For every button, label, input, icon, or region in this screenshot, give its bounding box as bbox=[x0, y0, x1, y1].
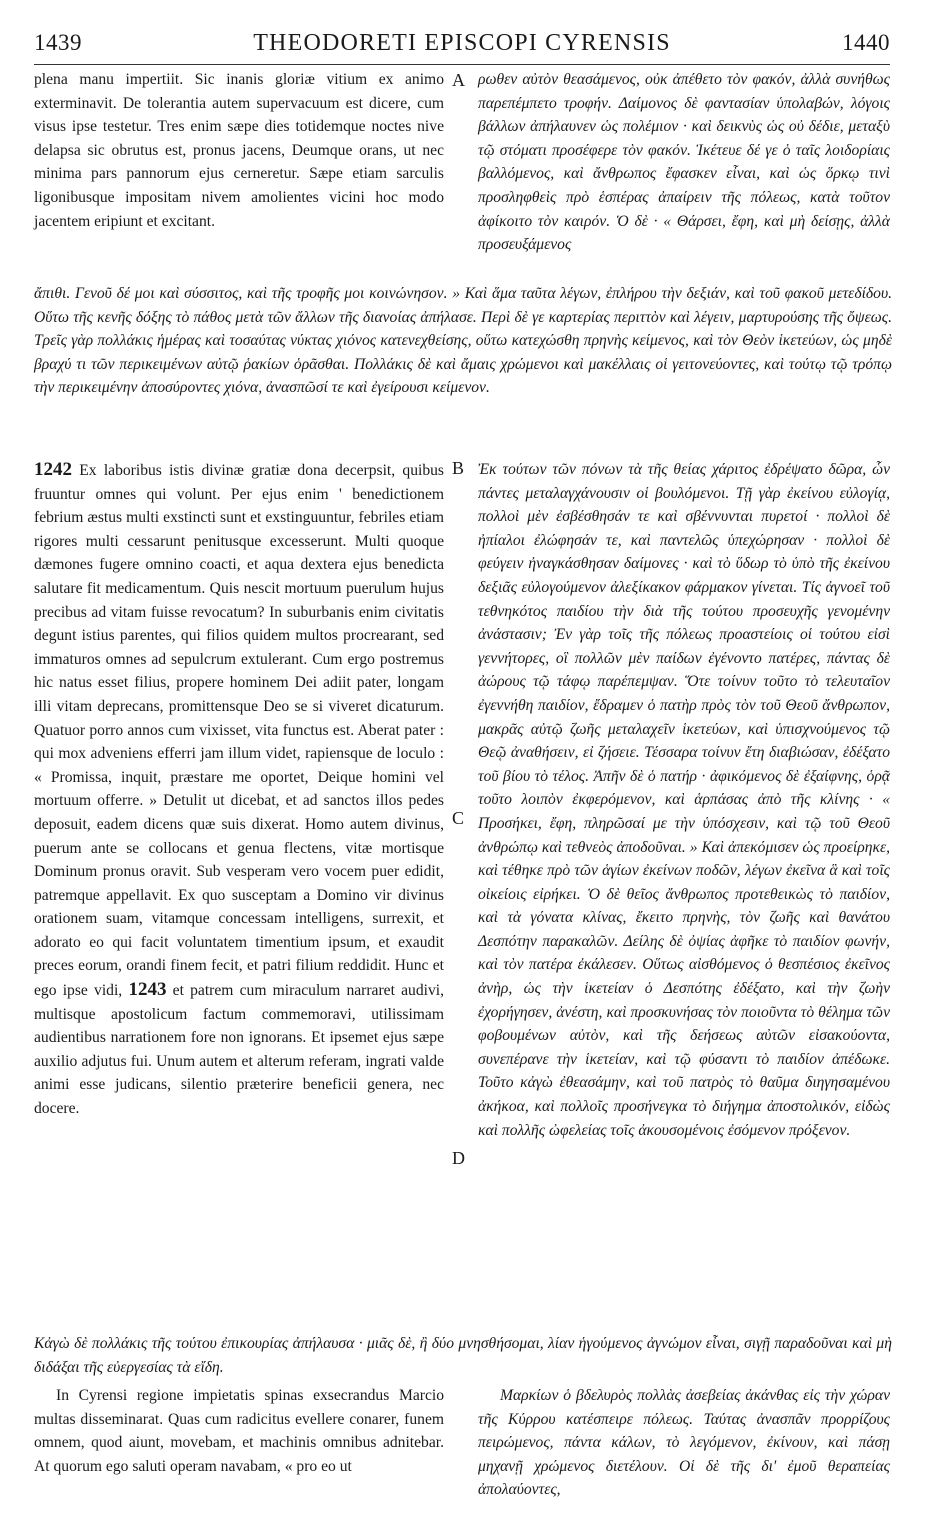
latin-paragraph bbox=[34, 458, 444, 1121]
latin-column-block-1 bbox=[34, 68, 444, 233]
margin-marker-c: C bbox=[452, 808, 465, 828]
latin-column-block-2 bbox=[34, 458, 444, 1121]
latin-column-block-3 bbox=[34, 1384, 444, 1478]
greek-paragraph: Ἐκ τούτων τῶν πόνων τὰ τῆς θείας χάριτος ἐδρέψατο δῶρα, ὧν πάντες μεταλαγχάνουσιν οἱ βουλόμενοι. Τῇ γὰρ ἐκείνου εὐλογίᾳ, πολλοὶ μὲν ἐσβέσθησάν τε καὶ σβέννυνται πυρετοί · πολλοὶ δὲ ἠπίαλοι ἐλώφησάν τε, καὶ παντελῶς ὑπεχώρησαν · πολλοὶ δὲ φεύγειν ἠναγκάσθησαν δαίμονες · καὶ τὸ ὕδωρ τὸ ὑπὸ τῆς ἐκείνου δεξιᾶς εὐλογούμενον ἀλεξίκακον φάρμακον γίνεται. Τίς ἀγνοεῖ τοῦ τεθνηκότος παιδίου τὴν διὰ τῆς τούτου προσευχῆς γενομένην ἀνάστασιν; Ἐν γὰρ τοῖς τῆς πόλεως προαστείοις οἱ τούτου εἰσὶ γεννήτορες, οἳ πολλῶν μὲν παίδων ἐγένοντο πατέρες, πάντας δὲ ἀώρους τῷ τάφῳ παρέπεμψαν. Ὅτε τοίνυν τοῦτο τὸ τελευταῖον ἐγεννήθη παιδίον, ἔδραμεν ὁ πατὴρ πρὸς τὸν τοῦ Θεοῦ ἄνθρωπον, μακρᾶς αὐτῷ ζωῆς μεταλαχεῖν ἱκετεύων, καὶ ὑπισχνούμενος τῷ Θεῷ ἀναθήσειν, εἰ ζήσειε. Τέσσαρα τοίνυν ἔτη διαβιώσαν, ἐδέξατο τοῦ βίου τὸ τέλος. Ἀπῆν δὲ ὁ πατήρ · ἀφικόμενος δὲ ἐξαίφνης, ὁρᾷ τοῦτο λοιπὸν ἐκφερόμενον, καὶ ἁρπάσας ἀπὸ τῆς κλίνης · « Προσήκει, ἔφη, πληρῶσαί με τὴν ὑπόσχεσιν, καὶ τῷ τοῦ Θεοῦ ἀνθρώπῳ καὶ τεθνεὸς ἀποδοῦναι. » Καὶ ἀπεκόμισεν ὡς προείρηκε, καὶ τέθηκε πρὸ τῶν ἁγίων ἐκείνων ποδῶν, λέγων ἐκεῖνα ἃ καὶ τοῖς οἰκείοις εἰρήκει. Ὁ δὲ θεῖος ἄνθρωπος προτεθεικὼς τὸ παιδίον, καὶ τὰ γόνατα κλίνας, ἔκειτο πρηνὴς, τὸν ζωῆς καὶ θανάτου Δεσπότην παρακαλῶν. Δείλης δὲ ὀψίας ἀφῆκε τὸ παιδίον φωνήν, καὶ τὸν πατέρα ἐκάλεσεν. Οὕτως αἰσθόμενος ὁ θεσπέσιος ἐκεῖνος ἀνὴρ, ὡς τὴν ἱκετείαν ὁ Δεσπότης ἐδέξατο, καὶ τὴν ζωὴν ἐχορήγησεν, ἀνέστη, καὶ προσκυνήσας τὸν ποιοῦντα τὸ θέλημα τῶν φοβουμένων αὐτὸν, καὶ τῆς δεήσεως αὐτῶν εἰσακούοντα, συνεπέρανε τὴν ἱκετείαν, καὶ τῷ φύσαντι τὸ παιδίον ἀπέδωκε. Τοῦτο κἀγὼ ἐθεασάμην, καὶ τοῦ πατρὸς τὸ θαῦμα διηγησαμένου ἀκήκοα, καὶ πολλοῖς προσήνεγκα τὸ διήγημα ἀποστολικόν, εἰδὼς καὶ πολλῆς ὠφελείας τοῖς ἀκουσομένοις ἐσόμενον πρόξενον. bbox=[478, 461, 890, 1139]
page-number-left: 1439 bbox=[34, 30, 82, 55]
greek-column-block-2 bbox=[478, 458, 890, 1142]
running-header bbox=[34, 30, 890, 65]
latin-text-continued: et patrem cum miraculum narraret audivi, multisque apostolicum factum commemoravi, utilissimam audientibus narrationem fore non ignorans. Et ipsemet ejus sæpe auxilio adjutus fui. Unum autem et alterum referam, ingrati valde animi esse judicans, silentio præterire beneficii genera, nec docere. bbox=[34, 982, 444, 1118]
running-title: THEODORETI EPISCOPI CYRENSIS bbox=[253, 30, 671, 56]
greek-paragraph: Μαρκίων ὁ βδελυρὸς πολλὰς ἀσεβείας ἀκάνθας εἰς τὴν χώραν τῆς Κύρρου κατέσπειρε πόλεως. Ταύτας ἀνασπᾶν προρρίζους πειρώμενος, πάντα κάλων, τὸ λεγόμενον, ἐκίνουν, καὶ πάσῃ μηχανῇ χρώμενος διετέλουν. Οἱ δὲ τῆς δι' ἐμοῦ θεραπείας ἀπολαύοντες, bbox=[478, 1387, 890, 1499]
page-number-right: 1440 bbox=[842, 30, 890, 55]
latin-text: Ex laboribus istis divinæ gratiæ dona decerpsit, quibus fruuntur omnes qui volunt. Per ejus enim ' benedictionem febrium æstus multi exstincti sunt et exstinguuntur, febriles etiam rigores multi cessarunt penitusque excesserunt. Multi quoque dæmones fugere omnino coacti, et aqua dextera ejus benedicta salutare fit medicamentum. Quis nescit mortuum puerulum hujus precibus ad vitam fuisse revocatum? In suburbanis enim civitatis degunt istius parentes, qui filios quidem multos procrearant, sed immaturos omnes ad sepulcrum extulerant. Cum ergo postremus hic natus esset filius, propere hominem Dei adiit pater, longam illi vitam deprecans, promittensque Deo se si viveret dicaturum. Quatuor porro annos cum vixisset, vita functus est. Aberat pater : qui mox adveniens efferri jam illum videt, rapiensque de loculo : « Promissa, inquit, præstare me oportet, Deique homini vel mortuum offerre. » Detulit ut dicebat, et ad sanctos illos pedes deposuit, eadem dicens quæ suis dixerat. Homo autem divinus, puerum ante se collocans et genua flectens, vitæ mortisque Dominum pronus oravit. Sub vesperam vero vocem puer edidit, patremque appellavit. Ex quo susceptam a Domino vir divinus orationem suam, vitamque concessam intelligens, surrexit, et adorato eo qui facit voluntatem timentium ipsum, et exaudit preces eorum, orandi finem fecit, et patri filium reddidit. Hunc et ego ipse vidi, bbox=[34, 462, 444, 1000]
latin-paragraph: In Cyrensi regione impietatis spinas exsecrandus Marcio multas disseminarat. Quas cum radicitus evellere conarer, funem omnem, quod aiunt, movebam, et machinis omnibus adnitebar. At quorum ego saluti operam navabam, « pro eo ut bbox=[34, 1387, 444, 1475]
margin-marker-d: D bbox=[452, 1148, 465, 1168]
greek-column-block-1 bbox=[478, 68, 890, 257]
latin-paragraph: plena manu impertiit. Sic inanis gloriæ vitium ex animo exterminavit. De tolerantia autem supervacuum est dicere, cum visus ipse testetur. Tres enim sæpe dies totidemque noctes nive delapsa sic obrutus est, pronus jacens, Deumque orans, ut nec minima pars pannorum ejus cerneretur. Sæpe etiam sarculis ligonibusque impositam nivem amolientes vicini hoc modo jacentem eripiunt et excitant. bbox=[34, 71, 444, 230]
greek-fullwidth-block-1: ἄπιθι. Γενοῦ δέ μοι καὶ σύσσιτος, καὶ τῆς τροφῆς μοι κοινώνησον. » Καὶ ἅμα ταῦτα λέγων, ἐπλήρου τὴν δεξιάν, καὶ τοῦ φακοῦ μετεδίδου. Οὕτω τῆς κενῆς δόξης τὸ πάθος μετὰ τῶν ἄλλων τῆς διανοίας ἀπήλασε. Περὶ δὲ γε καρτερίας περιττὸν καὶ λέγειν, μαρτυρούσης τῆς ὄψεως. Τρεῖς γὰρ πολλάκις ἡμέρας καὶ τοσαύτας νύκτας χιόνος κατενεχθείσης, οὕτω κατεχώσθη πρηνὴς κείμενος, καὶ τὸν Θεὸν ἱκετεύων, ὡς μηδὲ βραχύ τι τῶν περικειμένων αὐτῷ ῥακίων ὁρᾶσθαι. Πολλάκις δὲ καὶ ἄμαις χρώμενοι καὶ μακέλλαις οἱ γειτονεύοντες, καὶ τούτῳ τῷ τρόπῳ τὴν περικειμένην ἀποσύροντες χιόνα, ἀνασπῶσί τε καὶ ἐγείρουσι κείμενον. bbox=[34, 285, 892, 397]
margin-marker-a: A bbox=[452, 70, 465, 90]
margin-marker-b: B bbox=[452, 458, 465, 478]
greek-fullwidth-block-2: Κἀγὼ δὲ πολλάκις τῆς τούτου ἐπικουρίας ἀπήλαυσα · μιᾶς δὲ, ἢ δύο μνησθήσομαι, λίαν ἡγούμενος ἀγνώμον εἶναι, σιγῇ παραδοῦναι καὶ μὴ διδάξαι τῆς εὐεργεσίας τὰ εἴδη. bbox=[34, 1335, 892, 1376]
greek-column-block-3 bbox=[478, 1384, 890, 1502]
column-number-1243: 1243 bbox=[128, 979, 167, 1001]
column-number-1242: 1242 bbox=[34, 459, 72, 480]
greek-paragraph: ρωθεν αὐτὸν θεασάμενος, οὐκ ἀπέθετο τὸν φακόν, ἀλλὰ συνήθως παρεπέμπετο τροφήν. Δαίμονος δὲ φαντασίαν ὑπολαβών, λόγοις βάλλων ἀπήλαυνεν ὡς πολέμιον · καὶ δεικνὺς ὡς οὐ δέδιε, μεταξὺ τῷ στόματι προσέφερε τὸν φακόν. Ἱκέτευε δέ γε ὁ ταῖς λοιδορίαις βαλλόμενος, καὶ ἄνθρωπος ἔφασκεν εἶναι, καὶ ὡς ὅρκῳ τινὶ προσληφθεὶς πρὸ ἑσπέρας ἀπαίρειν τῆς πόλεως, κατὰ τοῦτον ἀφίκοιτο τὸν καιρόν. Ὁ δὲ · « Θάρσει, ἔφη, καὶ μὴ δείσῃς, ἀλλὰ προσευξάμενος bbox=[478, 71, 890, 254]
